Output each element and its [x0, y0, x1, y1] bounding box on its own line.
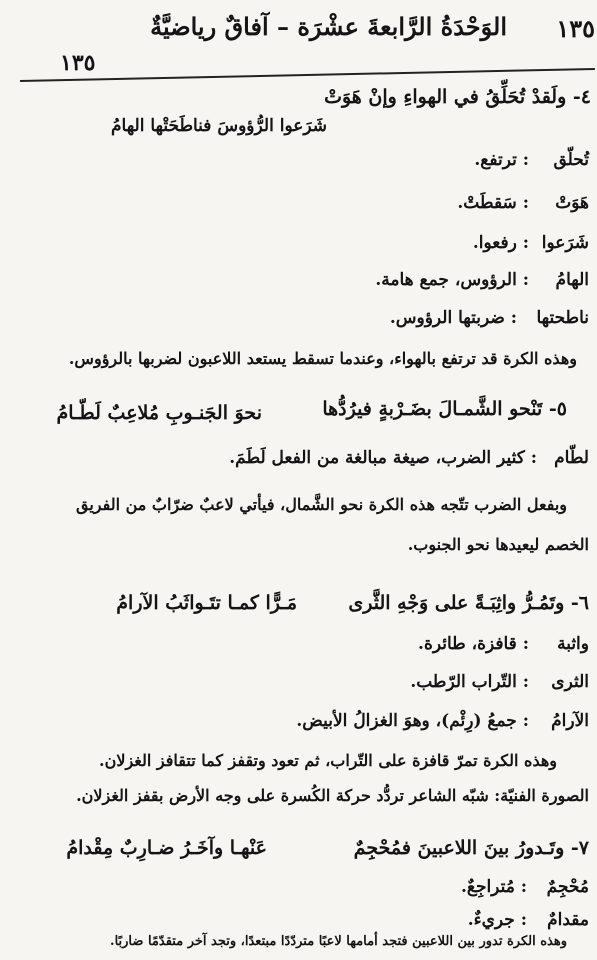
vocab-word: مقدامٌ	[547, 910, 589, 930]
verse-4-hemistich-2: شَرَعوا الرُّؤوسَ فناطَحَتْها الهامُ	[110, 116, 327, 136]
vocab-meaning: : جريءٌ.	[467, 910, 527, 930]
vocab-word: لطّام	[554, 448, 589, 468]
vocab-word: مُحْجِمٌ	[546, 877, 589, 897]
verse-5-hemistich-2: نحوَ الجَنـوبِ مُلاعِبٌ لَطّـامُ	[56, 402, 262, 424]
verse-7-hemistich-2: عَنْهـا وآخَـرُ ضـارِبٌ مِقْدامُ	[66, 837, 267, 859]
vocab-meaning: : سَقطَتْ.	[457, 193, 529, 213]
vocab-word: ناطحتها	[536, 308, 589, 328]
vocab-meaning: : الرؤوس، جمع هامة.	[375, 270, 529, 290]
vocab-meaning: : رفعوا.	[472, 233, 529, 253]
vocab-meaning: : كثير الضرب، صيغة مبالغة من الفعل لَطَمَ.	[229, 448, 537, 468]
verse-5-explanation-line-1: وبفعل الضرب تتّجه هذه الكرة نحو الشَّمال، فيأتي لاعبٌ ضرّابٌ من الفريق	[75, 495, 567, 514]
verse-6-explanation: وهذه الكرة تمرّ قافزة على التّراب، ثم تعود وتقفز كما تتقافز الغزلان.	[99, 751, 557, 770]
verse-7-hemistich-1: ٧- وتَـدورُ بينَ اللاعبينَ فمُحْجِمٌ	[353, 837, 589, 859]
verse-4-hemistich-1: ٤- ولَقدْ تُحَلِّقُ في الهواءِ وإنْ هَوَتْ	[324, 86, 591, 108]
verse-6-art-image: الصورة الفنيّة: شبّه الشاعر تردُّد حركة الكُسرة على وجه الأرض بقفز الغزلان.	[76, 786, 589, 805]
page-number-right: ١٣٥	[556, 14, 595, 43]
vocab-word: الهامُ	[555, 270, 589, 290]
verse-4-explanation: وهذه الكرة قد ترتفع بالهواء، وعندما تسقط يستعد اللاعبون لضربها بالرؤوس.	[68, 349, 577, 368]
vocab-word: تُحلّق	[553, 150, 589, 170]
header-rule	[20, 68, 595, 82]
verse-5-explanation-line-2: الخصم ليعيدها نحو الجنوب.	[407, 535, 589, 554]
vocab-meaning: : ترتفع.	[474, 150, 529, 170]
vocab-word: شَرَعوا	[541, 233, 589, 253]
vocab-meaning: : قافزة، طائرة.	[418, 634, 529, 654]
vocab-word: الآرامُ	[551, 711, 589, 731]
vocab-word: هَوَتْ	[555, 193, 589, 213]
verse-5-hemistich-1: ٥- تَنْحو الشَّمـالَ بضَـرْبةٍ فيرُدُّها	[322, 398, 567, 420]
verse-7-explanation-line-1: وهذه الكرة تدور بين اللاعبين فتجد أمامها لاعبًا متردّدًا مبتعدًا، وتجد آخر متقدّمًا ضاربًا.	[110, 934, 567, 949]
page-header-title: الوَحْدَةُ الرَّابعةَ عشْرَة – آفاقٌ رياضيَّةٌ	[150, 12, 507, 41]
vocab-meaning: : ضربتها الرؤوس.	[389, 308, 517, 328]
vocab-meaning: : مُتراجِعٌ.	[460, 877, 527, 897]
verse-6-hemistich-2: مَـرًّا كمـا تتَـواثَبُ الآرامُ	[116, 592, 297, 614]
vocab-meaning: : جمعُ (رِئْم)، وهوَ الغزالُ الأبيض.	[296, 711, 529, 731]
vocab-word: الثرى	[551, 672, 589, 692]
verse-6-hemistich-1: ٦- وتَمُـرُّ واثِبَـةً على وَجْهِ الثَّرى	[348, 592, 589, 614]
vocab-meaning: : التّراب الرّطب.	[410, 672, 529, 692]
vocab-word: واثبة	[557, 634, 589, 654]
page-number-left: ١٣٥	[60, 50, 96, 76]
